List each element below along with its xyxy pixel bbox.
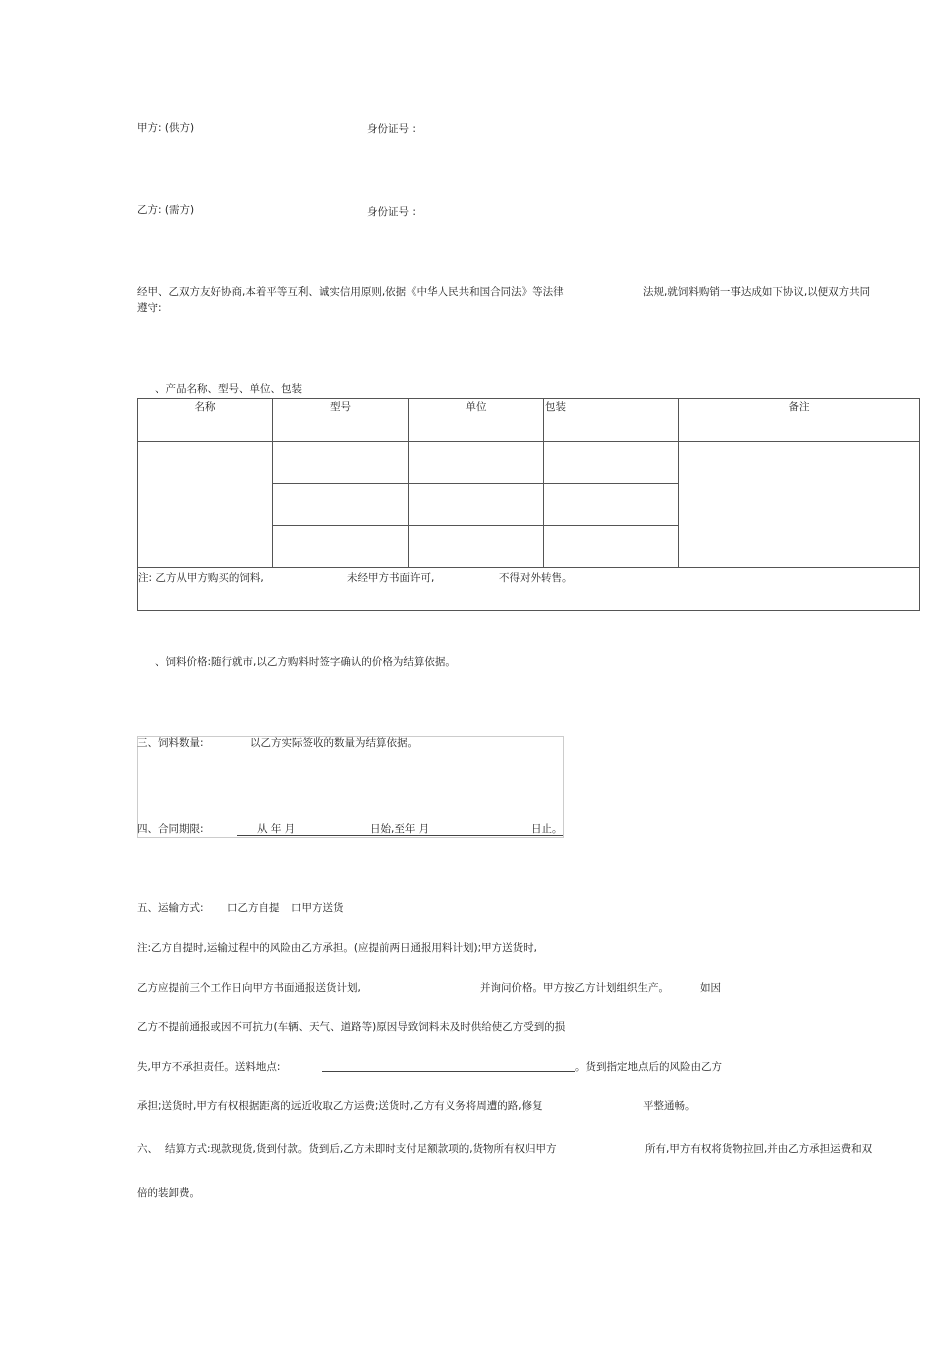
header-unit: 单位 <box>409 399 544 442</box>
party-b-label: 乙方: (需方) <box>137 204 195 216</box>
section6-line2: 倍的装卸费。 <box>137 1187 200 1199</box>
note-part-3: 不得对外转售。 <box>499 572 573 584</box>
section2-text: 、饲料价格:随行就市,以乙方购料时签字确认的价格为结算依据。 <box>155 656 456 668</box>
section5-line1: 注:乙方自提时,运输过程中的风险由乙方承担。(应提前两日通报用料计划);甲方送货时, <box>137 942 537 954</box>
table-cell[interactable] <box>273 484 409 526</box>
party-a-id-label: 身份证号 : <box>367 123 416 135</box>
table-cell[interactable] <box>409 484 544 526</box>
table-cell[interactable] <box>544 484 679 526</box>
section5-line2-part2: 并询问价格。甲方按乙方计划组织生产。 <box>480 982 669 994</box>
delivery-location-field[interactable] <box>322 1071 575 1072</box>
section3-text: 以乙方实际签收的数量为结算依据。 <box>250 737 418 749</box>
table-cell[interactable] <box>273 442 409 484</box>
party-b-id-label: 身份证号 : <box>367 206 416 218</box>
section4-part-2: 日始,至年 月 <box>370 823 430 835</box>
section5-line3: 乙方不提前通报或因不可抗力(车辆、天气、道路等)原因导致饲料未及时供给使乙方受到的损 <box>137 1021 566 1033</box>
section5-line5-part1: 承担;送货时,甲方有权根据距离的远近收取乙方运费;送货时,乙方有义务将周遭的路,修复 <box>137 1100 543 1112</box>
section6-text-right: 所有,甲方有权将货物拉回,并由乙方承担运费和双 <box>645 1143 873 1155</box>
note-part-1: 注: 乙方从甲方购买的饲料, <box>138 572 264 584</box>
section4-part-3: 日止。 <box>531 823 563 835</box>
section5-line2-part3: 如因 <box>700 982 721 994</box>
header-name: 名称 <box>138 399 273 442</box>
section6-label: 六、 <box>137 1143 158 1155</box>
table-cell[interactable] <box>679 442 920 568</box>
option-self-pickup-checkbox[interactable]: 口乙方自提 <box>227 902 280 914</box>
section5-line4-part2: 。货到指定地点后的风险由乙方 <box>575 1061 722 1073</box>
header-model: 型号 <box>273 399 409 442</box>
header-remarks: 备注 <box>679 399 920 442</box>
section4-part-1: 从 年 月 <box>257 823 296 835</box>
preamble-line1-right: 法规,就饲料购销一事达成如下协议,以便双方共同 <box>643 286 871 298</box>
preamble-line1-left: 经甲、乙双方友好协商,本着平等互利、诚实信用原则,依据《中华人民共和国合同法》等法律 <box>137 286 564 298</box>
section6-text-left: 结算方式:现款现货,货到付款。货到后,乙方未即时支付足额款项的,货物所有权归甲方 <box>165 1143 557 1155</box>
party-a-label: 甲方: (供方) <box>137 122 195 134</box>
section4-label: 四、合同期限: <box>137 823 204 835</box>
section5-line5-part2: 平整通畅。 <box>643 1100 696 1112</box>
table-cell[interactable] <box>544 442 679 484</box>
table-cell[interactable] <box>273 526 409 568</box>
section5-line4-part1: 失,甲方不承担责任。送料地点: <box>137 1061 281 1073</box>
table-note-row <box>138 568 920 611</box>
section1-title: 、产品名称、型号、单位、包装 <box>155 383 302 395</box>
table-cell[interactable] <box>409 526 544 568</box>
header-packaging: 包装 <box>544 399 679 442</box>
table-cell[interactable] <box>138 442 273 568</box>
table-cell[interactable] <box>409 442 544 484</box>
product-table <box>137 398 920 611</box>
section3-label: 三、饲料数量: <box>137 737 204 749</box>
table-cell[interactable] <box>544 526 679 568</box>
preamble-line2: 遵守: <box>137 302 162 314</box>
option-delivery-checkbox[interactable]: 口甲方送货 <box>291 902 344 914</box>
product-table-header-row <box>138 399 920 442</box>
table-row <box>138 442 920 484</box>
section5-line2-part1: 乙方应提前三个工作日向甲方书面通报送货计划, <box>137 982 361 994</box>
note-part-2: 未经甲方书面许可, <box>347 572 435 584</box>
section5-label: 五、运输方式: <box>137 902 204 914</box>
table-note-cell <box>138 568 920 611</box>
